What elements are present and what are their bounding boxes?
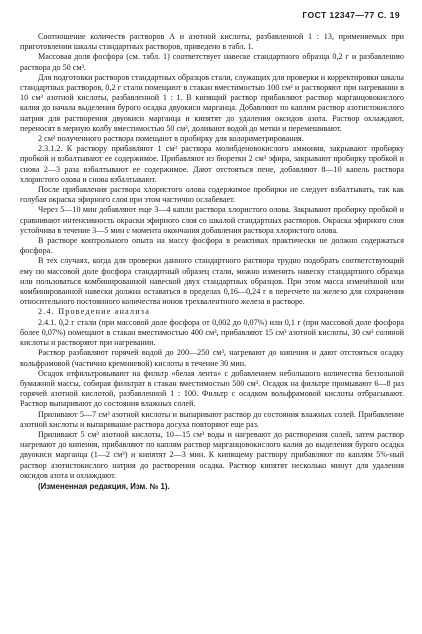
paragraph: Для подготовки растворов стандартных образцов стали, служащих для проверки и корректировки шкалы стандартных растворов, 0,2 г стали помещают в стакан вместимостью 100 см³ и растворяют при нагревании в 10 см³ азотной кислоты, разбавленной 1 : 1. В кипящий раствор прибавляют раствор марганцовокислого калия до начала выделения бурого осадка двуокиси марганца. Добавляют по каплям раствор азотистокислого натрия для растворения двуокиси марганца и кипятят до удаления оксидов азота. Раствор охлаждают, переносят в мерную колбу вместимостью 50 см³, доливают водой до метки и перемешивают. — [20, 72, 404, 133]
paragraph: После прибавления раствора хлористого олова содержимое пробирки не следует взбалтывать, так как голубая окраска эфирного слоя при этом частично ослабевает. — [20, 185, 404, 205]
amendment-note: (Измененная редакция, Изм. № 1). — [38, 481, 170, 491]
paragraph: Соотношение количеств растворов А и азотной кислоты, разбавленной 1 : 13, применяемых при приготовлении шкалы стандартных растворов, приведено в табл. 1. — [20, 32, 404, 52]
paragraph: Приливают 5 см³ азотной кислоты, 10—15 см³ воды и нагревают до растворения солей, затем раствор нагревают до кипения, прибавляют по каплям раствор марганцовокислого калия до выделения бурого осадка двуокиси марганца (1—2 см³) и кипятят 2—3 мин. К кипящему раствору прибавляют по каплям 5%-ный раствор азотистокислого натрия до растворения осадка. Раствор кипятят несколько минут для удаления оксидов азота и охлаждают. — [20, 429, 404, 480]
paragraph: 2 см³ полученного раствора помещают в пробирку для колориметрирования. — [38, 134, 304, 144]
paragraph: Приливают 5—7 см³ азотной кислоты и выпаривают раствор до состояния влажных солей. Прибавление азотной кислоты и выпаривание раствора досуха повторяют еще раз. — [20, 409, 404, 429]
paragraph: 2.4.1. 0,2 г стали (при массовой доле фосфора от 0,002 до 0,07%) или 0,1 г (при массовой доле фосфора более 0,07%) помещают в стакан вместимостью 400 см³, прибавляют 15 см³ азотной кислоты, 30 см³ соляной кислоты и растворяют при нагревании. — [20, 317, 404, 348]
paragraph: В растворе контрольного опыта на массу фосфора в реактивах практически не должно содержаться фосфора. — [20, 236, 404, 256]
paragraph: Раствор разбавляют горячей водой до 200—250 см³, нагревают до кипения и дают отстояться осадку вольфрамовой (частично кремниевой) кислоты в течение 30 мин. — [20, 348, 404, 368]
section-heading: 2.4. Проведение анализа — [38, 307, 151, 317]
document-page — [20, 10, 404, 492]
paragraph: В тех случаях, когда для проверки данного стандартного раствора трудно подобрать соответствующий ему по массовой доле фосфора стандартный образец стали, можно изменить навеску стандартного образца или пользоваться комбинированной навеской двух стандартных образцов. При этом масса изменённой или комбинированной навески должна оставаться в пределах 0,16—0,24 г в пересчете на железо для сохранения относительного постоянного количества ионов трехвалентного железа в растворе. — [20, 256, 404, 307]
paragraph: Осадок отфильтровывают на фильтр «белая лента» с добавлением небольшого количества беззольной бумажной массы, собирая фильтрат в стакан вместимостью 500 см³. Осадок на фильтре промывают 6—8 раз горячей азотной кислотой, разбавленной 1 : 100. Фильтр с осадком вольфрамовой кислоты отбрасывают. Раствор выпаривают до состояния влажных солей. — [20, 368, 404, 409]
paragraph: Через 5—10 мин добавляют еще 3—4 капли раствора хлористого олова. Закрывают пробирку пробкой и сравнивают интенсивность окраски эфирного слоя со шкалой стандартных растворов. Окраска эфирного слоя устойчива в течение 3—5 мин с момента окончания добавления раствора хлористого олова. — [20, 205, 404, 235]
page-header: ГОСТ 12347—77 С. 19 — [302, 10, 400, 20]
paragraph: 2.3.1.2. К раствору прибавляют 1 см³ раствора молибденовокислого аммония, закрывают пробирку пробкой и взбалтывают ее содержимое. Прибавляют из бюретки 2 см³ эфира, закрывают пробирку пробкой и снова 2—3 раза взбалтывают ее содержимое. Дают отстояться пене, добавляют 8—10 капель раствора хлористого олова и снова взбалтывают. — [20, 144, 404, 184]
paragraph: Массовая доля фосфора (см. табл. 1) соответствует навеске стандартного образца 0,2 г и разбавлению раствора до 50 см³. — [20, 52, 404, 72]
